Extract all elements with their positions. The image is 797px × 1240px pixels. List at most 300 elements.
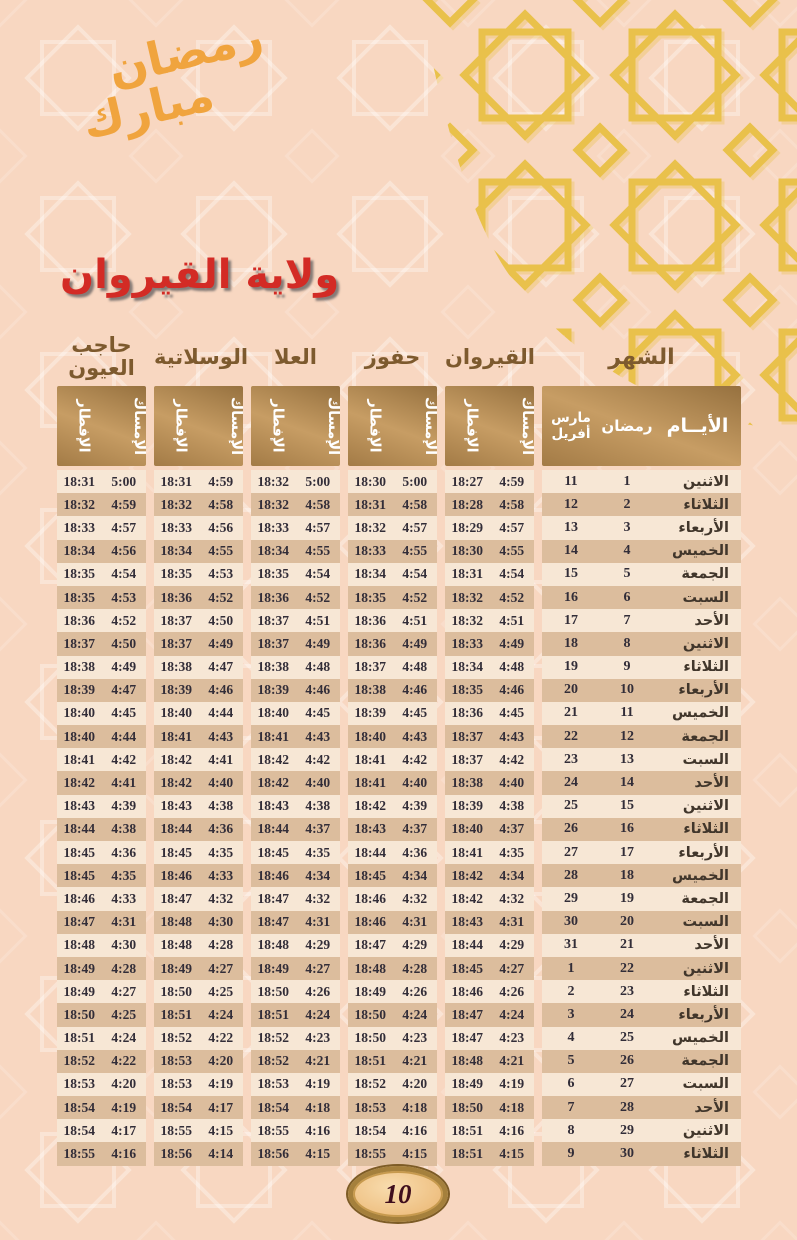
imsak-time: 4:55	[208, 543, 234, 559]
imsak-time: 4:30	[111, 937, 137, 953]
iftar-time: 18:30	[451, 543, 483, 559]
ramadan-date: 29	[620, 1122, 634, 1138]
iftar-time: 18:33	[257, 519, 289, 535]
iftar-time: 18:37	[257, 612, 289, 628]
ramadan-date: 20	[620, 914, 634, 930]
iftar-time: 18:50	[451, 1099, 483, 1115]
city-columns-header-oueslatia	[154, 386, 243, 466]
iftar-time: 18:37	[160, 635, 192, 651]
region-header-row	[57, 330, 741, 384]
imsak-time: 4:38	[111, 821, 137, 837]
iftar-time: 18:37	[451, 751, 483, 767]
iftar-time: 18:56	[257, 1146, 289, 1162]
imsak-time: 4:48	[305, 659, 331, 675]
iftar-time: 18:51	[451, 1146, 483, 1162]
iftar-time: 18:50	[257, 983, 289, 999]
gregorian-date: 30	[564, 914, 578, 930]
table-header-band	[57, 386, 741, 466]
imsak-time: 4:45	[402, 705, 428, 721]
imsak-time: 4:52	[402, 589, 428, 605]
ramadan-date: 4	[623, 543, 631, 559]
imsak-time: 4:52	[111, 612, 137, 628]
iftar-time: 18:52	[354, 1076, 386, 1092]
day-name: الثلاثاء	[683, 983, 729, 1000]
iftar-time: 18:49	[63, 983, 95, 999]
imsak-time: 4:54	[402, 566, 428, 582]
table-row	[57, 586, 741, 609]
imsak-time: 4:46	[208, 682, 234, 698]
ramadan-date: 3	[623, 519, 631, 535]
gregorian-date: 13	[564, 519, 578, 535]
imsak-time: 4:22	[111, 1053, 137, 1069]
iftar-time: 18:51	[451, 1122, 483, 1138]
imsak-time: 4:48	[499, 659, 525, 675]
imsak-time: 4:49	[402, 635, 428, 651]
imsak-time: 4:19	[111, 1099, 137, 1115]
imsak-time: 4:31	[402, 914, 428, 930]
gregorian-date: 2	[567, 983, 575, 999]
region-name-oueslatia: الوسلاتية	[154, 344, 249, 369]
day-name: الأحد	[694, 775, 729, 792]
ramadan-date: 25	[620, 1030, 634, 1046]
table-row	[57, 609, 741, 632]
gregorian-date: 5	[567, 1053, 575, 1069]
iftar-time: 18:52	[63, 1053, 95, 1069]
imsak-time: 4:36	[208, 821, 234, 837]
imsak-time: 4:46	[402, 682, 428, 698]
imsak-time: 4:41	[208, 751, 234, 767]
gregorian-date: 25	[564, 798, 578, 814]
imsak-time: 4:49	[499, 635, 525, 651]
iftar-time: 18:47	[451, 1006, 483, 1022]
iftar-time: 18:38	[451, 775, 483, 791]
iftar-time: 18:37	[160, 612, 192, 628]
imsak-time: 4:59	[208, 473, 234, 489]
imsak-time: 4:29	[305, 937, 331, 953]
day-name: الجمعة	[681, 728, 729, 745]
iftar-time: 18:42	[451, 867, 483, 883]
logo-text-line1: رمضان	[102, 8, 268, 97]
imsak-time: 4:21	[402, 1053, 428, 1069]
iftar-time: 18:31	[451, 566, 483, 582]
iftar-time: 18:44	[63, 821, 95, 837]
iftar-time: 18:44	[257, 821, 289, 837]
day-name: الأحد	[694, 1099, 729, 1116]
ramadan-date: 15	[620, 798, 634, 814]
imsak-time: 4:52	[305, 589, 331, 605]
imsak-time: 4:43	[305, 728, 331, 744]
day-name: الأربعاء	[678, 682, 729, 699]
iftar-time: 18:38	[354, 682, 386, 698]
iftar-time: 18:50	[160, 983, 192, 999]
iftar-time: 18:31	[63, 473, 95, 489]
iftar-time: 18:56	[160, 1146, 192, 1162]
iftar-time: 18:43	[160, 798, 192, 814]
ramadan-date: 13	[620, 751, 634, 767]
iftar-time: 18:40	[354, 728, 386, 744]
ramadan-date: 11	[620, 705, 634, 721]
iftar-time: 18:39	[451, 798, 483, 814]
imsak-time: 4:16	[499, 1122, 525, 1138]
imsak-time: 4:36	[111, 844, 137, 860]
imsak-time: 4:29	[499, 937, 525, 953]
day-name: الأحد	[694, 937, 729, 954]
iftar-time: 18:45	[63, 844, 95, 860]
imsak-time: 4:57	[402, 519, 428, 535]
iftar-time: 18:33	[451, 635, 483, 651]
ramadan-date: 14	[620, 775, 634, 791]
table-row	[57, 1073, 741, 1096]
ramadan-date: 10	[620, 682, 634, 698]
imsak-time: 4:45	[499, 705, 525, 721]
day-name: الثلاثاء	[683, 659, 729, 676]
iftar-time: 18:36	[257, 589, 289, 605]
region-name-kairouan: القيروان	[445, 344, 536, 369]
gregorian-date: 20	[564, 682, 578, 698]
iftar-time: 18:49	[354, 983, 386, 999]
iftar-time: 18:47	[63, 914, 95, 930]
gregorian-date: 4	[567, 1030, 575, 1046]
imsak-time: 4:37	[305, 821, 331, 837]
imsak-time: 4:24	[111, 1030, 137, 1046]
imsak-time: 4:25	[111, 1006, 137, 1022]
day-name: الجمعة	[681, 890, 729, 907]
day-name: الخميس	[671, 867, 729, 884]
imsak-time: 4:17	[208, 1099, 234, 1115]
imsak-time: 4:23	[305, 1030, 331, 1046]
imsak-time: 4:58	[305, 496, 331, 512]
imsak-time: 4:58	[402, 496, 428, 512]
gregorian-date: 17	[564, 612, 578, 628]
imsak-time: 4:45	[305, 705, 331, 721]
iftar-time: 18:50	[63, 1006, 95, 1022]
table-row	[57, 516, 741, 539]
iftar-time: 18:44	[451, 937, 483, 953]
ramadan-date: 30	[620, 1146, 634, 1162]
gregorian-date: 12	[564, 496, 578, 512]
ramadan-date: 27	[620, 1076, 634, 1092]
ramadan-date: 23	[620, 983, 634, 999]
iftar-time: 18:49	[63, 960, 95, 976]
page-number-badge	[348, 1166, 448, 1222]
day-name: الاثنين	[682, 635, 729, 652]
iftar-time: 18:40	[451, 821, 483, 837]
iftar-time: 18:54	[354, 1122, 386, 1138]
imsak-time: 4:16	[305, 1122, 331, 1138]
imsak-time: 4:19	[305, 1076, 331, 1092]
gregorian-date: 18	[564, 635, 578, 651]
imsak-time: 4:45	[111, 705, 137, 721]
city-columns-header-haffouz	[348, 386, 437, 466]
day-name: الخميس	[671, 705, 729, 722]
iftar-time: 18:39	[257, 682, 289, 698]
iftar-time: 18:46	[257, 867, 289, 883]
page-number: 10	[384, 1178, 412, 1209]
imsak-time: 4:43	[402, 728, 428, 744]
imsak-time: 4:33	[111, 890, 137, 906]
iftar-time: 18:29	[451, 519, 483, 535]
day-name: الأربعاء	[678, 519, 729, 536]
table-row	[57, 841, 741, 864]
iftar-time: 18:49	[160, 960, 192, 976]
imsak-time: 4:50	[111, 635, 137, 651]
ramadan-date: 5	[623, 566, 631, 582]
imsak-time: 4:35	[499, 844, 525, 860]
gregorian-date: 31	[564, 937, 578, 953]
iftar-time: 18:45	[257, 844, 289, 860]
imsak-time: 4:43	[208, 728, 234, 744]
imsak-time: 4:29	[402, 937, 428, 953]
iftar-time: 18:35	[451, 682, 483, 698]
imsak-time: 4:58	[208, 496, 234, 512]
table-row	[57, 1096, 741, 1119]
iftar-time: 18:36	[160, 589, 192, 605]
iftar-time: 18:32	[451, 589, 483, 605]
day-name: الاثنين	[682, 1122, 729, 1139]
imsak-time: 4:18	[499, 1099, 525, 1115]
imsak-time: 4:31	[499, 914, 525, 930]
iftar-column-label: الإفطار	[463, 399, 480, 453]
imsak-time: 4:44	[111, 728, 137, 744]
imsak-time: 4:17	[111, 1122, 137, 1138]
table-row	[57, 934, 741, 957]
iftar-column-label: الإفطار	[75, 399, 92, 453]
imsak-time: 4:36	[402, 844, 428, 860]
imsak-time: 4:57	[305, 519, 331, 535]
imsak-time: 4:42	[305, 751, 331, 767]
table-row	[57, 795, 741, 818]
imsak-column-label: الإمساك	[325, 396, 342, 456]
iftar-time: 18:32	[257, 473, 289, 489]
iftar-time: 18:55	[160, 1122, 192, 1138]
iftar-time: 18:48	[160, 937, 192, 953]
imsak-time: 4:49	[305, 635, 331, 651]
gregorian-date: 28	[564, 867, 578, 883]
iftar-time: 18:39	[160, 682, 192, 698]
imsak-time: 4:15	[402, 1146, 428, 1162]
imsak-time: 4:37	[499, 821, 525, 837]
iftar-time: 18:54	[257, 1099, 289, 1115]
imsak-time: 4:27	[111, 983, 137, 999]
iftar-time: 18:40	[63, 705, 95, 721]
imsak-time: 4:47	[111, 682, 137, 698]
table-row	[57, 1142, 741, 1165]
ramadan-column-label: رمضان	[601, 417, 653, 435]
table-row	[57, 1050, 741, 1073]
imsak-time: 4:49	[208, 635, 234, 651]
imsak-time: 4:37	[402, 821, 428, 837]
iftar-time: 18:38	[160, 659, 192, 675]
imsak-time: 4:27	[499, 960, 525, 976]
iftar-time: 18:53	[257, 1076, 289, 1092]
iftar-time: 18:46	[160, 867, 192, 883]
iftar-time: 18:36	[354, 635, 386, 651]
gregorian-date: 27	[564, 844, 578, 860]
imsak-time: 4:46	[305, 682, 331, 698]
imsak-time: 4:41	[111, 775, 137, 791]
iftar-time: 18:55	[63, 1146, 95, 1162]
iftar-time: 18:31	[354, 496, 386, 512]
imsak-time: 4:54	[111, 566, 137, 582]
gregorian-date: 29	[564, 890, 578, 906]
table-row	[57, 702, 741, 725]
region-name-hajeb-el-ayoun: حاجب العيون	[68, 333, 135, 380]
iftar-time: 18:40	[257, 705, 289, 721]
imsak-time: 4:52	[499, 589, 525, 605]
iftar-time: 18:32	[257, 496, 289, 512]
gregorian-date: 6	[567, 1076, 575, 1092]
imsak-time: 4:39	[111, 798, 137, 814]
iftar-time: 18:41	[451, 844, 483, 860]
imsak-time: 4:15	[208, 1122, 234, 1138]
iftar-time: 18:33	[160, 519, 192, 535]
gregorian-date: 21	[564, 705, 578, 721]
table-row	[57, 864, 741, 887]
iftar-time: 18:42	[63, 775, 95, 791]
iftar-time: 18:36	[63, 612, 95, 628]
iftar-time: 18:51	[160, 1006, 192, 1022]
iftar-time: 18:46	[63, 890, 95, 906]
imsak-time: 4:18	[402, 1099, 428, 1115]
iftar-time: 18:42	[160, 751, 192, 767]
iftar-time: 18:41	[63, 751, 95, 767]
table-row	[57, 470, 741, 493]
table-row	[57, 911, 741, 934]
day-name: الخميس	[671, 543, 729, 560]
day-name: السبت	[682, 1076, 729, 1093]
imsak-time: 4:52	[208, 589, 234, 605]
imsak-time: 4:14	[208, 1146, 234, 1162]
region-name-haffouz: حفوز	[364, 344, 421, 369]
iftar-time: 18:35	[63, 566, 95, 582]
day-name: الجمعة	[681, 566, 729, 583]
gregorian-date: 24	[564, 775, 578, 791]
iftar-column-label: الإفطار	[366, 399, 383, 453]
iftar-time: 18:45	[451, 960, 483, 976]
iftar-time: 18:37	[354, 659, 386, 675]
imsak-time: 4:35	[208, 844, 234, 860]
imsak-time: 4:44	[208, 705, 234, 721]
day-name: الاثنين	[682, 960, 729, 977]
table-row	[57, 771, 741, 794]
logo-text-line2: مبارك	[76, 66, 219, 150]
imsak-time: 4:51	[305, 612, 331, 628]
day-name: الاثنين	[682, 798, 729, 815]
imsak-time: 4:23	[402, 1030, 428, 1046]
imsak-time: 4:40	[208, 775, 234, 791]
imsak-time: 4:24	[402, 1006, 428, 1022]
imsak-time: 4:49	[111, 659, 137, 675]
gregorian-date: 8	[567, 1122, 575, 1138]
iftar-time: 18:55	[257, 1122, 289, 1138]
imsak-time: 4:23	[499, 1030, 525, 1046]
iftar-time: 18:45	[354, 867, 386, 883]
imsak-time: 4:25	[208, 983, 234, 999]
imsak-time: 4:32	[305, 890, 331, 906]
table-body	[57, 470, 741, 1166]
iftar-time: 18:36	[451, 705, 483, 721]
iftar-time: 18:48	[354, 960, 386, 976]
imsak-column-label: الإمساك	[422, 396, 439, 456]
imsak-column-label: الإمساك	[228, 396, 245, 456]
iftar-column-label: الإفطار	[172, 399, 189, 453]
iftar-time: 18:34	[354, 566, 386, 582]
imsak-time: 5:00	[111, 473, 137, 489]
iftar-time: 18:35	[257, 566, 289, 582]
imsak-time: 4:54	[305, 566, 331, 582]
imsak-time: 4:28	[208, 937, 234, 953]
iftar-time: 18:54	[63, 1122, 95, 1138]
imsak-time: 4:51	[499, 612, 525, 628]
iftar-time: 18:41	[257, 728, 289, 744]
imsak-time: 4:38	[305, 798, 331, 814]
imsak-time: 4:40	[402, 775, 428, 791]
day-name: الأحد	[694, 612, 729, 629]
table-row	[57, 957, 741, 980]
iftar-time: 18:40	[160, 705, 192, 721]
ramadan-date: 28	[620, 1099, 634, 1115]
iftar-time: 18:52	[160, 1030, 192, 1046]
iftar-time: 18:48	[63, 937, 95, 953]
imsak-time: 4:38	[499, 798, 525, 814]
iftar-time: 18:50	[354, 1030, 386, 1046]
iftar-time: 18:44	[354, 844, 386, 860]
imsak-time: 4:30	[208, 914, 234, 930]
imsak-time: 4:42	[499, 751, 525, 767]
gregorian-date: 22	[564, 728, 578, 744]
imsak-time: 4:58	[499, 496, 525, 512]
iftar-time: 18:46	[451, 983, 483, 999]
iftar-time: 18:46	[354, 914, 386, 930]
city-columns-header-el-ala	[251, 386, 340, 466]
page-title: ولاية القيروان	[60, 252, 340, 298]
iftar-time: 18:43	[451, 914, 483, 930]
gregorian-date: 15	[564, 566, 578, 582]
month-group-label: الشهر	[608, 344, 675, 370]
imsak-time: 4:38	[208, 798, 234, 814]
imsak-time: 4:24	[305, 1006, 331, 1022]
imsak-time: 5:00	[402, 473, 428, 489]
iftar-time: 18:34	[63, 543, 95, 559]
gregorian-date: 14	[564, 543, 578, 559]
table-row	[57, 1119, 741, 1142]
imsak-time: 4:48	[402, 659, 428, 675]
imsak-time: 4:15	[499, 1146, 525, 1162]
table-row	[57, 818, 741, 841]
gregorian-date: 3	[567, 1006, 575, 1022]
imsak-time: 4:55	[499, 543, 525, 559]
ramadan-date: 17	[620, 844, 634, 860]
gregorian-date: 26	[564, 821, 578, 837]
table-row	[57, 1027, 741, 1050]
ramadan-date: 6	[623, 589, 631, 605]
gregorian-date: 16	[564, 589, 578, 605]
imsak-time: 4:28	[402, 960, 428, 976]
iftar-time: 18:42	[257, 751, 289, 767]
table-row	[57, 632, 741, 655]
gregorian-date: 23	[564, 751, 578, 767]
table-row	[57, 493, 741, 516]
iftar-time: 18:52	[257, 1030, 289, 1046]
ramadan-date: 24	[620, 1006, 634, 1022]
iftar-time: 18:41	[354, 751, 386, 767]
iftar-time: 18:42	[451, 890, 483, 906]
imsak-time: 4:19	[208, 1076, 234, 1092]
imsak-time: 4:15	[305, 1146, 331, 1162]
day-name: الأربعاء	[678, 1006, 729, 1023]
iftar-time: 18:55	[354, 1146, 386, 1162]
imsak-time: 4:33	[208, 867, 234, 883]
